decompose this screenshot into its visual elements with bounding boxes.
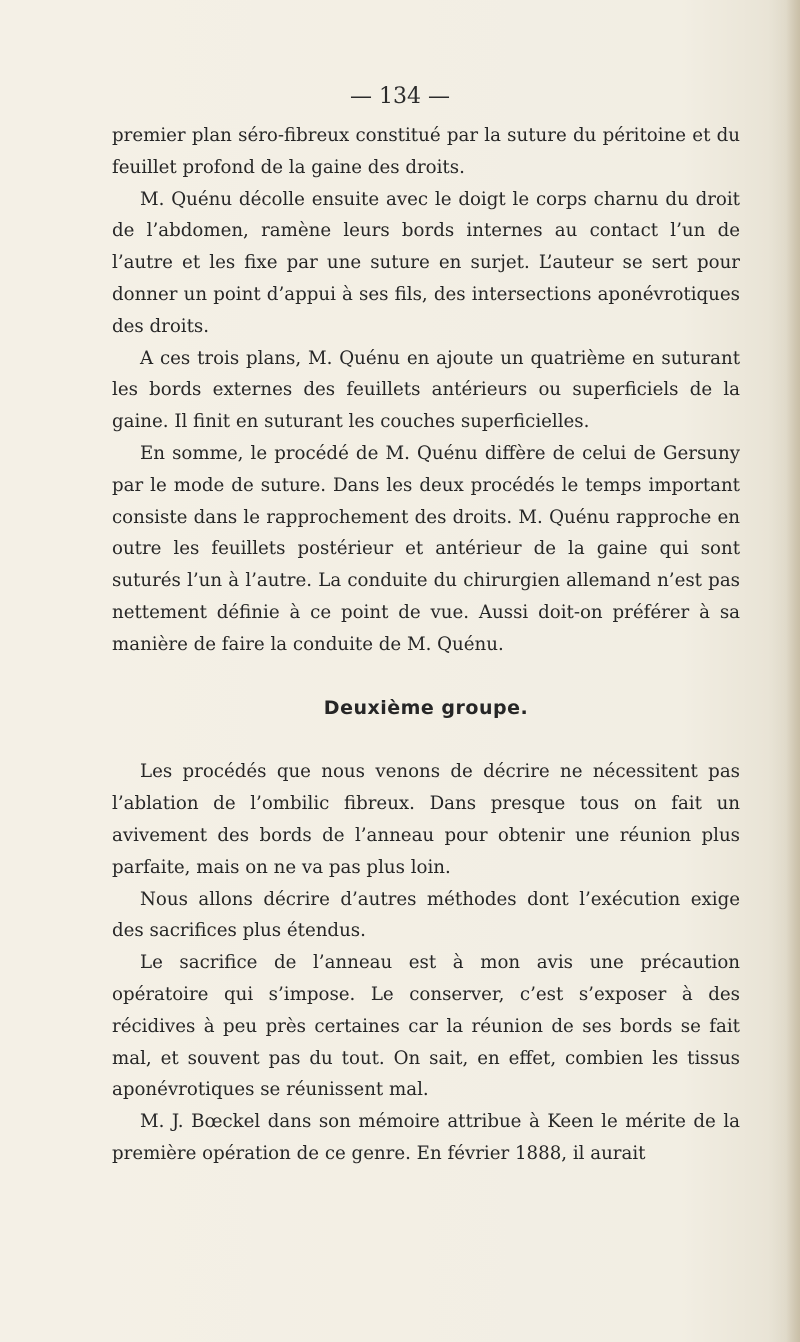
paragraph: Nous allons décrire d’autres méthodes dont l’exécution exige des sacrifices plus étendus.	[112, 888, 740, 942]
paragraph: M. Quénu décolle ensuite avec le doigt le corps charnu du droit de l’abdomen, ramène leurs bords internes au contact l’un de l’autre et les fixe par une suture en surjet. L’auteur se sert pour donner un point d’appui à ses fils, des intersections aponévrotiques des droits.	[112, 188, 740, 337]
section-heading: Deuxième groupe.	[323, 696, 529, 719]
body-text	[112, 120, 740, 1170]
paragraph: Les procédés que nous venons de décrire ne nécessitent pas l’ablation de l’ombilic fibreux. Dans presque tous on fait un avivement des bords de l’anneau pour obtenir une réunion plus parfaite, mais on ne va pas plus loin.	[112, 761, 740, 878]
page-number: — 134 —	[350, 84, 450, 109]
page-edge-shadow	[786, 0, 800, 1342]
paragraph: A ces trois plans, M. Quénu en ajoute un quatrième en suturant les bords externes des feuillets antérieurs ou superficiels de la gaine. Il finit en suturant les couches superficielles.	[112, 347, 740, 433]
paragraph: M. J. Bœckel dans son mémoire attribue à Keen le mérite de la première opération de ce genre. En février 1888, il aurait	[112, 1111, 740, 1164]
paragraph: Le sacrifice de l’anneau est à mon avis une précaution opératoire qui s’impose. Le conserver, c’est s’exposer à des récidives à peu près certaines car la réunion de ses bords se fait mal, et souvent pas du tout. On sait, en effet, combien les tissus aponévrotiques se réunissent mal.	[112, 952, 740, 1101]
paragraph: En somme, le procédé de M. Quénu diffère de celui de Gersuny par le mode de suture. Dans les deux procédés le temps important consiste dans le rapprochement des droits. M. Quénu rapproche en outre les feuillets postérieur et antérieur de la gaine qui sont suturés l’un à l’autre. La conduite du chirurgien allemand n’est pas nettement définie à ce point de vue. Aussi doit-on préférer à sa manière de faire la conduite de M. Quénu.	[112, 442, 740, 655]
paragraph: premier plan séro-fibreux constitué par la suture du péritoine et du feuillet profond de la gaine des droits.	[112, 125, 740, 178]
